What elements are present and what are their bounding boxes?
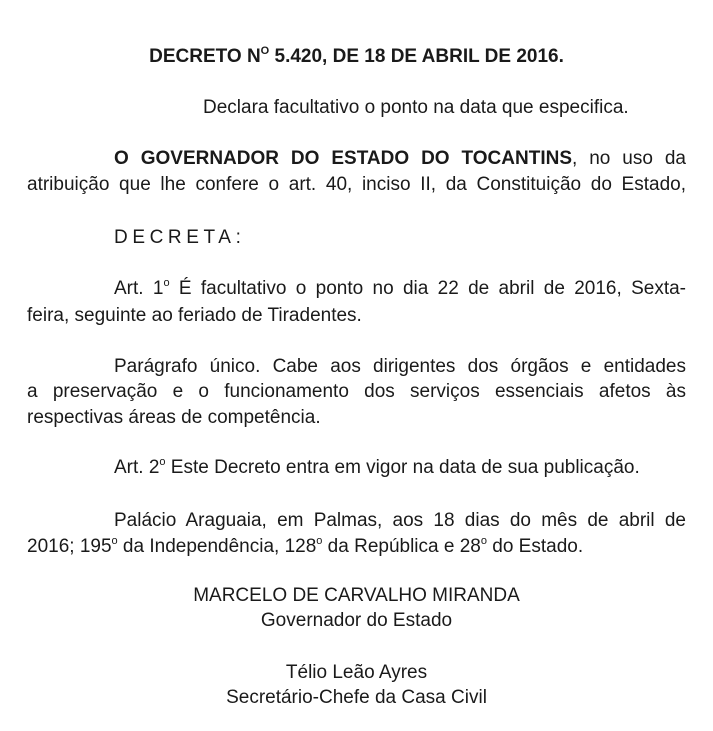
- secretary-role: Secretário-Chefe da Casa Civil: [226, 687, 487, 708]
- decree-title: [0, 46, 713, 68]
- closing-text-a: 2016; 195: [27, 536, 112, 557]
- closing-ordinal-b: o: [316, 534, 323, 547]
- closing-text-b: da Independência, 128: [117, 536, 317, 557]
- title-prefix: DECRETO N: [149, 46, 261, 67]
- paragraph-line-3: respectivas áreas de competência.: [27, 407, 321, 428]
- title-ordinal: O: [260, 44, 270, 57]
- preamble-line-1-rest: , no uso da: [572, 148, 686, 169]
- closing-line-1: Palácio Araguaia, em Palmas, aos 18 dias do mês de abril de: [114, 510, 686, 531]
- article-2-text: Este Decreto entra em vigor na data de sua publicação.: [165, 457, 640, 478]
- article-1-ordinal: o: [163, 276, 170, 289]
- secretary-name: Télio Leão Ayres: [285, 662, 428, 683]
- article-1-label: Art. 1: [114, 278, 164, 299]
- article-1-line-1: [114, 278, 686, 300]
- preamble-authority: O GOVERNADOR DO ESTADO DO TOCANTINS: [114, 148, 572, 169]
- article-1-line-2: feira, seguinte ao feriado de Tiradentes.: [27, 305, 362, 326]
- paragraph-line-1: Parágrafo único. Cabe aos dirigentes dos órgãos e entidades: [114, 356, 686, 377]
- article-2-ordinal: o: [159, 455, 166, 468]
- article-2: [114, 457, 686, 479]
- governor-name: MARCELO DE CARVALHO MIRANDA: [193, 585, 520, 606]
- decreta-heading: DECRETA:: [114, 227, 246, 248]
- decree-ementa: Declara facultativo o ponto na data que especifica.: [203, 97, 629, 118]
- closing-text-d: do Estado.: [486, 536, 584, 557]
- preamble-line-1: [114, 148, 686, 170]
- closing-text-c: da República e 28: [322, 536, 481, 557]
- preamble-line-2: atribuição que lhe confere o art. 40, inciso II, da Constituição do Estado,: [27, 174, 686, 195]
- governor-role: Governador do Estado: [260, 610, 453, 631]
- article-1-text: É facultativo o ponto no dia 22 de abril de 2016, Sexta-: [169, 278, 686, 299]
- closing-line-2: [27, 536, 583, 558]
- paragraph-line-2: a preservação e o funcionamento dos serviços essenciais afetos às: [27, 381, 686, 402]
- closing-ordinal-a: o: [111, 534, 118, 547]
- title-number-date: 5.420, DE 18 DE ABRIL DE 2016.: [269, 46, 564, 67]
- article-2-label: Art. 2: [114, 457, 160, 478]
- closing-ordinal-c: o: [480, 534, 487, 547]
